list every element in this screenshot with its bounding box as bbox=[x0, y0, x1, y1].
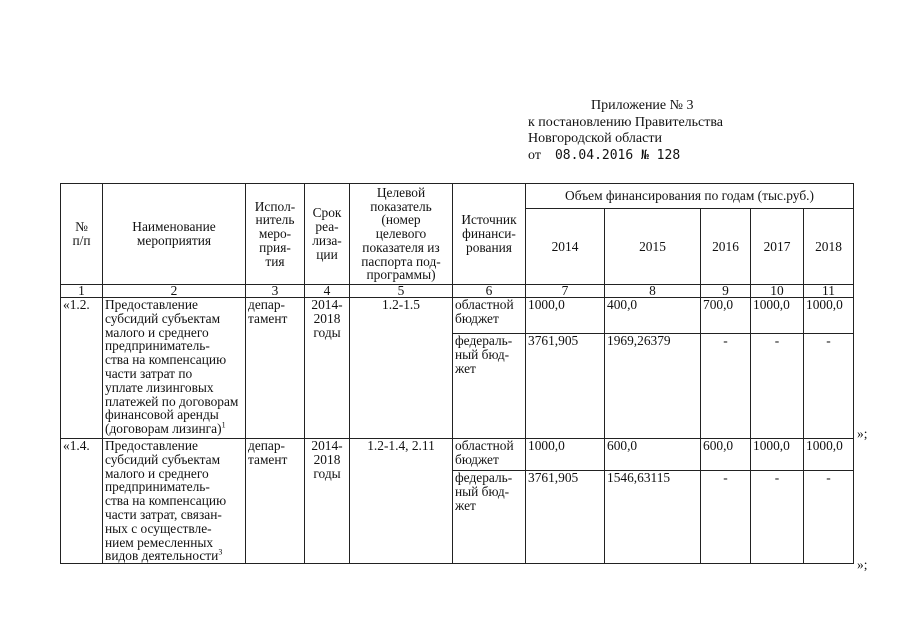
row-executor: депар- тамент bbox=[246, 298, 305, 439]
header-year: 2014 bbox=[526, 209, 605, 285]
column-number: 9 bbox=[701, 285, 751, 298]
value-cell: - bbox=[804, 334, 854, 439]
appendix-date-row bbox=[528, 148, 723, 165]
column-number: 7 bbox=[526, 285, 605, 298]
row-executor: депар- тамент bbox=[246, 439, 305, 564]
row-period: 2014- 2018 годы bbox=[305, 439, 350, 564]
header-year: 2015 bbox=[605, 209, 701, 285]
table-row bbox=[61, 298, 854, 334]
appendix-line-resolution: к постановлению Правительства bbox=[528, 114, 724, 130]
value-cell: 3761,905 bbox=[526, 471, 605, 564]
value-cell: 1000,0 bbox=[804, 439, 854, 471]
closing-quote-mark: »; bbox=[857, 426, 868, 441]
value-cell: 1000,0 bbox=[804, 298, 854, 334]
closing-quote-mark: »; bbox=[857, 557, 868, 572]
column-number: 3 bbox=[246, 285, 305, 298]
column-number: 4 bbox=[305, 285, 350, 298]
value-cell: 600,0 bbox=[605, 439, 701, 471]
value-cell: - bbox=[751, 334, 804, 439]
value-cell: 1000,0 bbox=[526, 298, 605, 334]
source-label: федераль- ный бюд- жет bbox=[453, 471, 526, 564]
header-executor: Испол- нитель меро- прия- тия bbox=[246, 184, 305, 285]
header-year: 2017 bbox=[751, 209, 804, 285]
row-number: «1.2. bbox=[61, 298, 103, 439]
column-number: 1 bbox=[61, 285, 103, 298]
column-number: 8 bbox=[605, 285, 701, 298]
appendix-line-region: Новгородской области bbox=[528, 131, 662, 146]
value-cell: 700,0 bbox=[701, 298, 751, 334]
column-numbers-row bbox=[61, 285, 854, 298]
row-period: 2014- 2018 годы bbox=[305, 298, 350, 439]
row-name: Предоставление субсидий субъектам малого и среднего предприниматель- ства на компенсацию части затрат по уплате лизинговых платежей по договорам финансовой аренды (договорам лизинга)$^1$ bbox=[103, 298, 246, 439]
table-row bbox=[61, 439, 854, 471]
header-name: Наименование мероприятия bbox=[103, 184, 246, 285]
appendix-title: Приложение № 3 bbox=[591, 98, 694, 113]
column-number: 6 bbox=[453, 285, 526, 298]
appendix-date-prefix: от bbox=[528, 147, 541, 163]
row-number: «1.4. bbox=[61, 439, 103, 564]
column-number: 11 bbox=[804, 285, 854, 298]
value-cell: 1000,0 bbox=[526, 439, 605, 471]
header-year: 2018 bbox=[804, 209, 854, 285]
column-number: 2 bbox=[103, 285, 246, 298]
value-cell: - bbox=[751, 471, 804, 564]
value-cell: 3761,905 bbox=[526, 334, 605, 439]
footnote-marker: 1 bbox=[221, 420, 226, 430]
column-number: 10 bbox=[751, 285, 804, 298]
value-cell: 1000,0 bbox=[751, 298, 804, 334]
header-source: Источник финанси- рования bbox=[453, 184, 526, 285]
header-year: 2016 bbox=[701, 209, 751, 285]
financing-table bbox=[60, 183, 854, 564]
row-indicator: 1.2-1.4, 2.11 bbox=[350, 439, 453, 564]
value-cell: - bbox=[804, 471, 854, 564]
column-number: 5 bbox=[350, 285, 453, 298]
row-indicator: 1.2-1.5 bbox=[350, 298, 453, 439]
appendix-date-value: 08.04.2016 № 128 bbox=[554, 147, 681, 163]
header-num: № п/п bbox=[61, 184, 103, 285]
header-indicator: Целевой показатель (номер целевого показателя из паспорта под- программы) bbox=[350, 184, 453, 285]
value-cell: - bbox=[701, 334, 751, 439]
value-cell: 1969,26379 bbox=[605, 334, 701, 439]
source-label: областной бюджет bbox=[453, 298, 526, 334]
appendix-header bbox=[528, 98, 723, 164]
value-cell: 600,0 bbox=[701, 439, 751, 471]
value-cell: 400,0 bbox=[605, 298, 701, 334]
header-funding: Объем финансирования по годам (тыс.руб.) bbox=[526, 184, 854, 209]
value-cell: 1000,0 bbox=[751, 439, 804, 471]
value-cell: 1546,63115 bbox=[605, 471, 701, 564]
footnote-marker: 3 bbox=[218, 547, 223, 557]
header-period: Срок реа- лиза- ции bbox=[305, 184, 350, 285]
source-label: федераль- ный бюд- жет bbox=[453, 334, 526, 439]
source-label: областной бюджет bbox=[453, 439, 526, 471]
value-cell: - bbox=[701, 471, 751, 564]
row-name: Предоставление субсидий субъектам малого и среднего предприниматель- ства на компенсацию части затрат, связан- ных с осуществле- нием ремесленных видов деятельности$^3$ bbox=[103, 439, 246, 564]
